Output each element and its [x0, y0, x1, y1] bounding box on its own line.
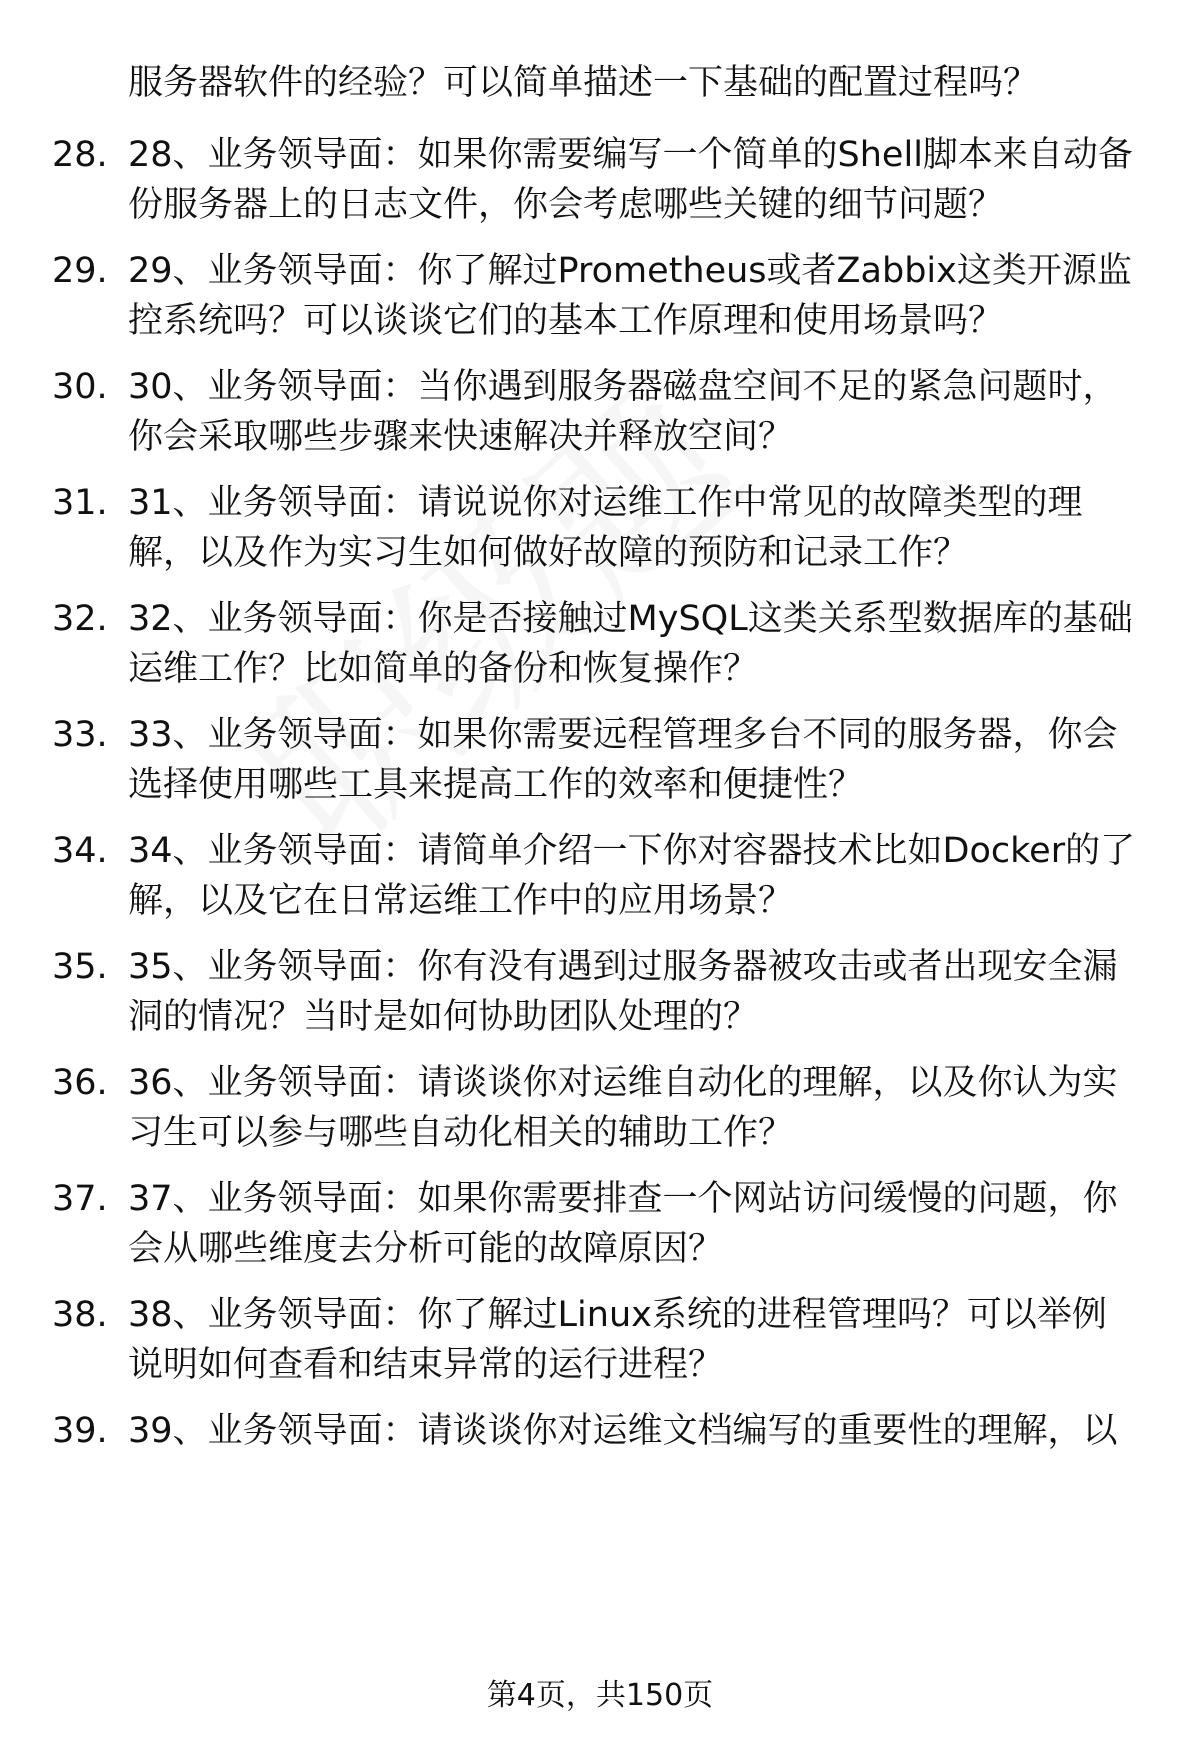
question-line: 份服务器上的日志文件，你会考虑哪些关键的细节问题？ [128, 185, 1004, 225]
question-line: 你会采取哪些步骤来快速解决并释放空间？ [128, 417, 794, 457]
question-line: 习生可以参与哪些自动化相关的辅助工作？ [128, 1113, 794, 1153]
question-line: 37、业务领导面：如果你需要排查一个网站访问缓慢的问题，你 [128, 1179, 1118, 1219]
question-number: 30. [52, 367, 108, 407]
question-text [128, 942, 1168, 1042]
continuation-text: 服务器软件的经验？可以简单描述一下基础的配置过程吗？ [128, 63, 1039, 103]
question-number: 29. [52, 251, 108, 291]
question-text [128, 1406, 1168, 1456]
question-number: 33. [52, 715, 108, 755]
question-line: 36、业务领导面：请谈谈你对运维自动化的理解，以及你认为实 [128, 1063, 1118, 1103]
question-number: 28. [52, 135, 108, 175]
question-line: 35、业务领导面：你有没有遇到过服务器被攻击或者出现安全漏 [128, 947, 1118, 987]
question-line: 选择使用哪些工具来提高工作的效率和便捷性？ [128, 765, 864, 805]
question-text [128, 246, 1168, 346]
page-footer: 第4页，共150页 [486, 1678, 714, 1713]
question-line: 说明如何查看和结束异常的运行进程？ [128, 1345, 724, 1385]
question-line: 30、业务领导面：当你遇到服务器磁盘空间不足的紧急问题时， [128, 367, 1118, 407]
question-text [128, 478, 1168, 578]
question-line: 运维工作？比如简单的备份和恢复操作？ [128, 649, 759, 689]
question-line: 解，以及作为实习生如何做好故障的预防和记录工作？ [128, 533, 969, 573]
question-text [128, 1058, 1168, 1158]
question-number: 39. [52, 1411, 108, 1451]
question-text [128, 1290, 1168, 1390]
question-line: 31、业务领导面：请说说你对运维工作中常见的故障类型的理 [128, 483, 1083, 523]
question-line: 39、业务领导面：请谈谈你对运维文档编写的重要性的理解，以 [128, 1411, 1118, 1451]
question-number: 35. [52, 947, 108, 987]
question-text [128, 710, 1168, 810]
question-text [128, 1174, 1168, 1274]
question-number: 34. [52, 831, 108, 871]
question-line: 控系统吗？可以谈谈它们的基本工作原理和使用场景吗？ [128, 301, 1004, 341]
question-line: 解，以及它在日常运维工作中的应用场景？ [128, 881, 794, 921]
question-line: 会从哪些维度去分析可能的故障原因？ [128, 1229, 724, 1269]
question-number: 37. [52, 1179, 108, 1219]
question-text [128, 362, 1168, 462]
question-number: 38. [52, 1295, 108, 1335]
question-text [128, 826, 1168, 926]
question-line: 33、业务领导面：如果你需要远程管理多台不同的服务器，你会 [128, 715, 1118, 755]
question-line: 38、业务领导面：你了解过Linux系统的进程管理吗？可以举例 [128, 1295, 1107, 1335]
question-line: 32、业务领导面：你是否接触过MySQL这类关系型数据库的基础 [128, 599, 1133, 639]
question-line: 29、业务领导面：你了解过Prometheus或者Zabbix这类开源监 [128, 251, 1132, 291]
question-number: 31. [52, 483, 108, 523]
question-number: 36. [52, 1063, 108, 1103]
question-number: 32. [52, 599, 108, 639]
question-line: 34、业务领导面：请简单介绍一下你对容器技术比如Docker的了 [128, 831, 1136, 871]
question-line: 洞的情况？当时是如何协助团队处理的？ [128, 997, 759, 1037]
question-text [128, 594, 1168, 694]
question-text [128, 130, 1168, 230]
question-line: 28、业务领导面：如果你需要编写一个简单的Shell脚本来自动备 [128, 135, 1133, 175]
